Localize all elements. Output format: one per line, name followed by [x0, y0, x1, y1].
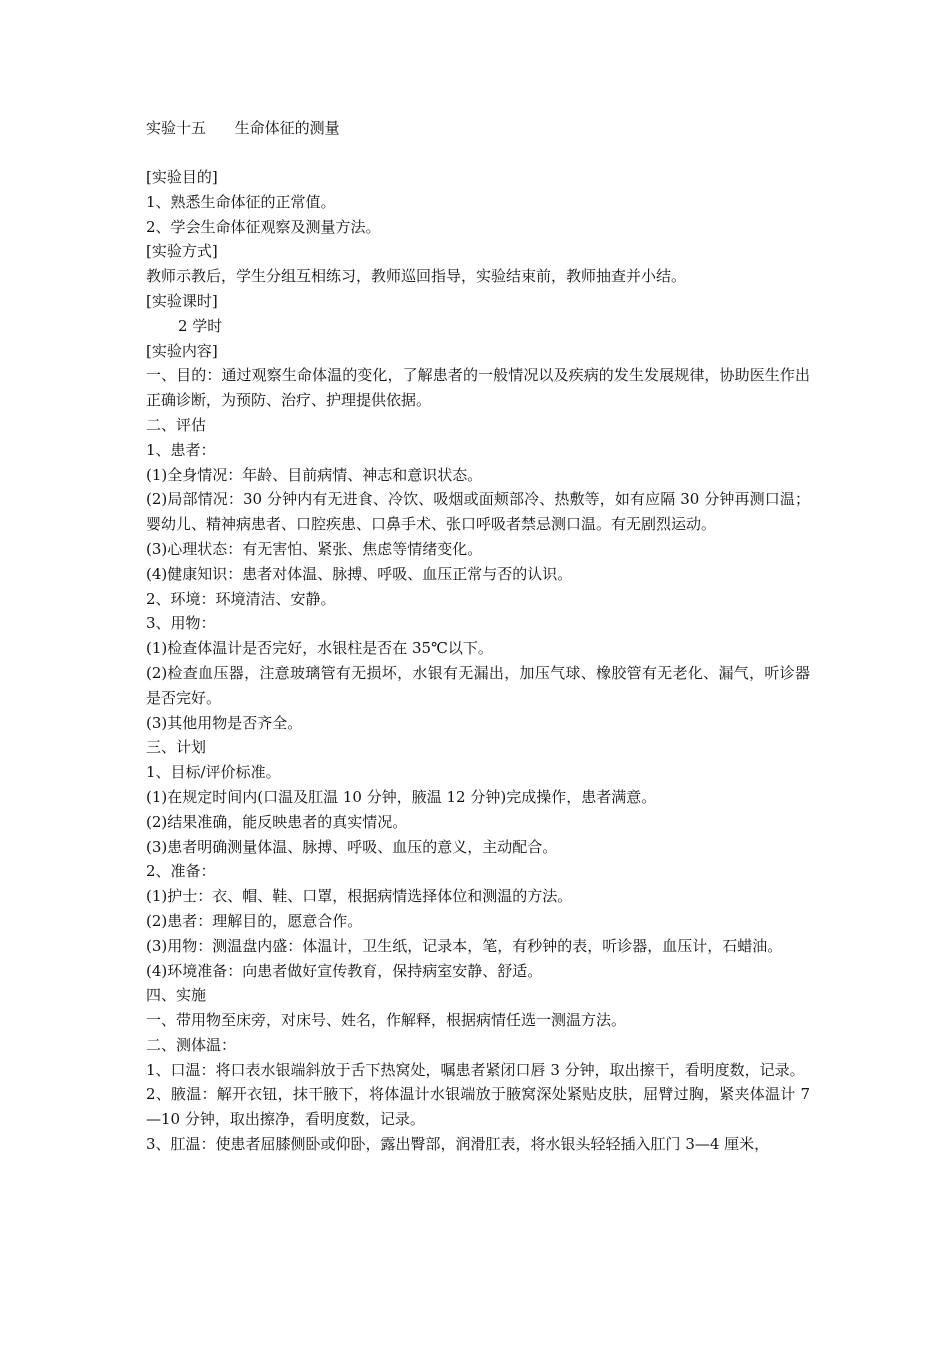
section-heading-method: [实验方式] [146, 242, 218, 261]
section-heading-hours: [实验课时] [146, 291, 218, 310]
text-paragraph: 1、口温：将口表水银端斜放于舌下热窝处，嘱患者紧闭口唇 3 分钟，取出擦干，看明度数，记录。 [146, 1060, 805, 1079]
text-line: (1)全身情况：年龄、目前病情、神志和意识状态。 [146, 465, 483, 484]
document-title: 实验十五 生命体征的测量 [146, 119, 340, 137]
text-line: 三、计划 [146, 738, 207, 757]
section-heading-content: [实验内容] [146, 341, 218, 360]
section-heading-purpose: [实验目的] [146, 168, 218, 186]
text-paragraph: (3)用物：测温盘内盛：体温计，卫生纸，记录本，笔，有秒钟的表，听诊器，血压计，石蜡油。 [146, 936, 783, 955]
text-paragraph: 一、目的：通过观察生命体温的变化，了解患者的一般情况以及疾病的发生发展规律，协助医生作出正确诊断，为预防、治疗、护理提供依据。 [146, 366, 810, 410]
document-body [146, 115, 810, 1157]
text-line: (4)健康知识：患者对体温、脉搏、呼吸、血压正常与否的认识。 [146, 564, 573, 583]
text-paragraph: (2)局部情况：30 分钟内有无进食、冷饮、吸烟或面颊部冷、热敷等，如有应隔 30 分钟再测口温；婴幼儿、精神病患者、口腔疾患、口鼻手术、张口呼吸者禁忌测口温。有无剧烈运动。 [146, 490, 810, 534]
text-line: (2)结果准确，能反映患者的真实情况。 [146, 812, 408, 831]
text-paragraph: 2、腋温：解开衣钮，抹干腋下，将体温计水银端放于腋窝深处紧贴皮肤，屈臂过胸，紧夹体温计 7—10 分钟，取出擦净，看明度数，记录。 [146, 1085, 810, 1129]
text-line: 3、肛温：使患者屈膝侧卧或仰卧，露出臀部，润滑肛表，将水银头轻轻插入肛门 3—4 厘米， [146, 1135, 770, 1154]
text-paragraph: (2)检查血压器，注意玻璃管有无损坏，水银有无漏出，加压气球、橡胶管有无老化、漏气，听诊器是否完好。 [146, 663, 810, 707]
text-line: 教师示教后，学生分组互相练习，教师巡回指导，实验结束前，教师抽查并小结。 [146, 267, 687, 286]
text-line: (3)其他用物是否齐全。 [146, 713, 303, 732]
text-line: 1、熟悉生命体征的正常值。 [146, 192, 336, 211]
text-line: 四、实施 [146, 986, 207, 1005]
text-line: (4)环境准备：向患者做好宣传教育，保持病室安静、舒适。 [146, 961, 543, 980]
text-line: 二、评估 [146, 415, 207, 434]
text-line: (3)患者明确测量体温、脉搏、呼吸、血压的意义，主动配合。 [146, 837, 558, 856]
text-line: (1)在规定时间内(口温及肛温 10 分钟，腋温 12 分钟)完成操作，患者满意。 [146, 787, 657, 806]
text-line: 1、患者： [146, 440, 216, 459]
text-line: 1、目标/评价标准。 [146, 763, 281, 782]
text-line: 一、带用物至床旁，对床号、姓名，作解释，根据病情任选一测温方法。 [146, 1011, 627, 1030]
text-line: (3)心理状态：有无害怕、紧张、焦虑等情绪变化。 [146, 539, 483, 558]
text-line: 2、准备： [146, 862, 216, 881]
text-line: 二、测体温： [146, 1035, 237, 1054]
text-line: (1)护士：衣、帽、鞋、口罩，根据病情选择体位和测温的方法。 [146, 887, 573, 906]
text-line: 3、用物： [146, 614, 216, 633]
text-line: 2、学会生命体征观察及测量方法。 [146, 217, 381, 236]
text-line: (2)患者：理解目的，愿意合作。 [146, 911, 363, 930]
text-line: 2、环境：环境清洁、安静。 [146, 589, 336, 608]
text-line: 2 学时 [178, 316, 223, 335]
text-line: (1)检查体温计是否完好，水银柱是否在 35℃以下。 [146, 639, 493, 658]
